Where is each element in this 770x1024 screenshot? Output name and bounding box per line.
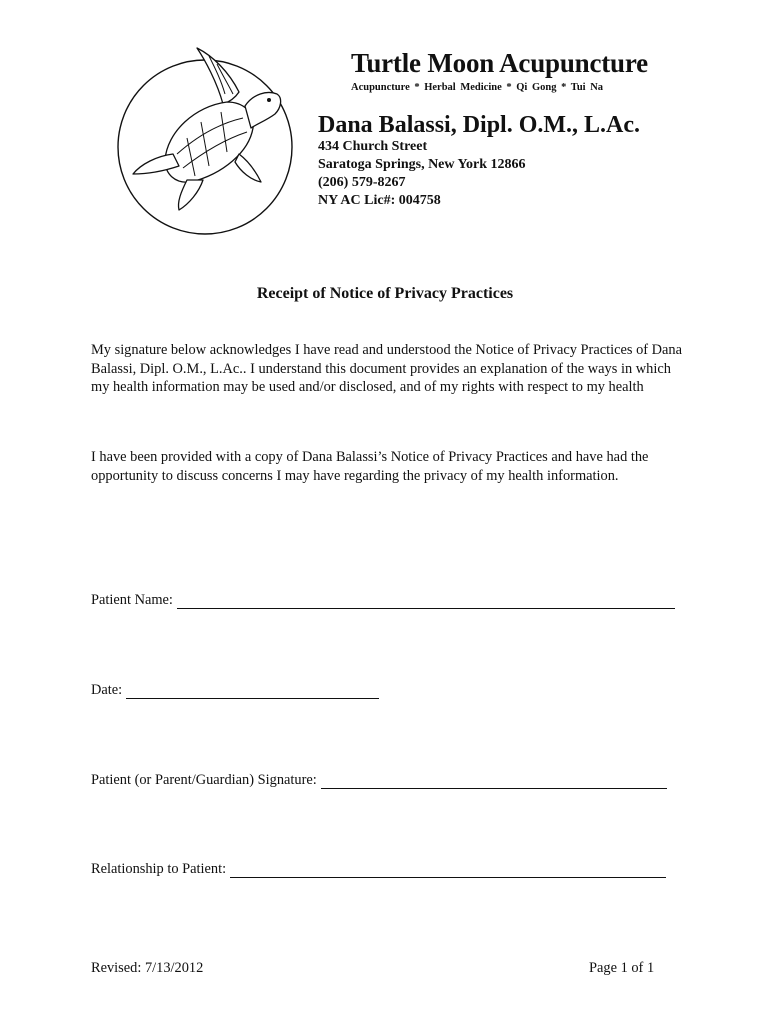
relationship-label: Relationship to Patient:: [91, 861, 227, 877]
form-title: Receipt of Notice of Privacy Practices: [256, 285, 514, 302]
provision-paragraph: I have been provided with a copy of Dana Balassi’s Notice of Privacy Practices and have had the opportunity to discuss concerns I may have regarding the privacy of my health information.: [91, 449, 649, 484]
patient-name-input-line[interactable]: [177, 594, 675, 609]
services-list: Acupuncture * Herbal Medicine * Qi Gong * Tui Na: [351, 82, 604, 93]
address-line-2: Saratoga Springs, New York 12866: [318, 157, 526, 172]
page-number: Page 1 of 1: [589, 960, 655, 976]
signature-label: Patient (or Parent/Guardian) Signature:: [91, 772, 317, 788]
address-line-1: 434 Church Street: [318, 139, 428, 154]
relationship-field: [91, 861, 666, 878]
date-field: [91, 682, 379, 699]
business-name: Turtle Moon Acupuncture: [351, 48, 648, 78]
license-number: NY AC Lic#: 004758: [318, 193, 441, 208]
signature-field: [91, 772, 667, 789]
date-input-line[interactable]: [126, 684, 379, 699]
relationship-input-line[interactable]: [230, 863, 666, 878]
signature-input-line[interactable]: [321, 774, 667, 789]
patient-name-label: Patient Name:: [91, 592, 173, 608]
date-label: Date:: [91, 682, 123, 698]
practitioner-name: Dana Balassi, Dipl. O.M., L.Ac.: [318, 112, 641, 138]
phone-number: (206) 579-8267: [318, 175, 406, 190]
acknowledgement-paragraph: My signature below acknowledges I have read and understood the Notice of Privacy Practices of Dana Balassi, Dipl. O.M., L.Ac.. I understand this document provides an explanation of the ways in which my health information may be used and/or disclosed, and of my rights with respect to my health: [91, 342, 683, 395]
patient-name-field: [91, 592, 675, 609]
turtle-moon-logo-icon: [105, 42, 315, 237]
revised-date: Revised: 7/13/2012: [91, 960, 204, 976]
